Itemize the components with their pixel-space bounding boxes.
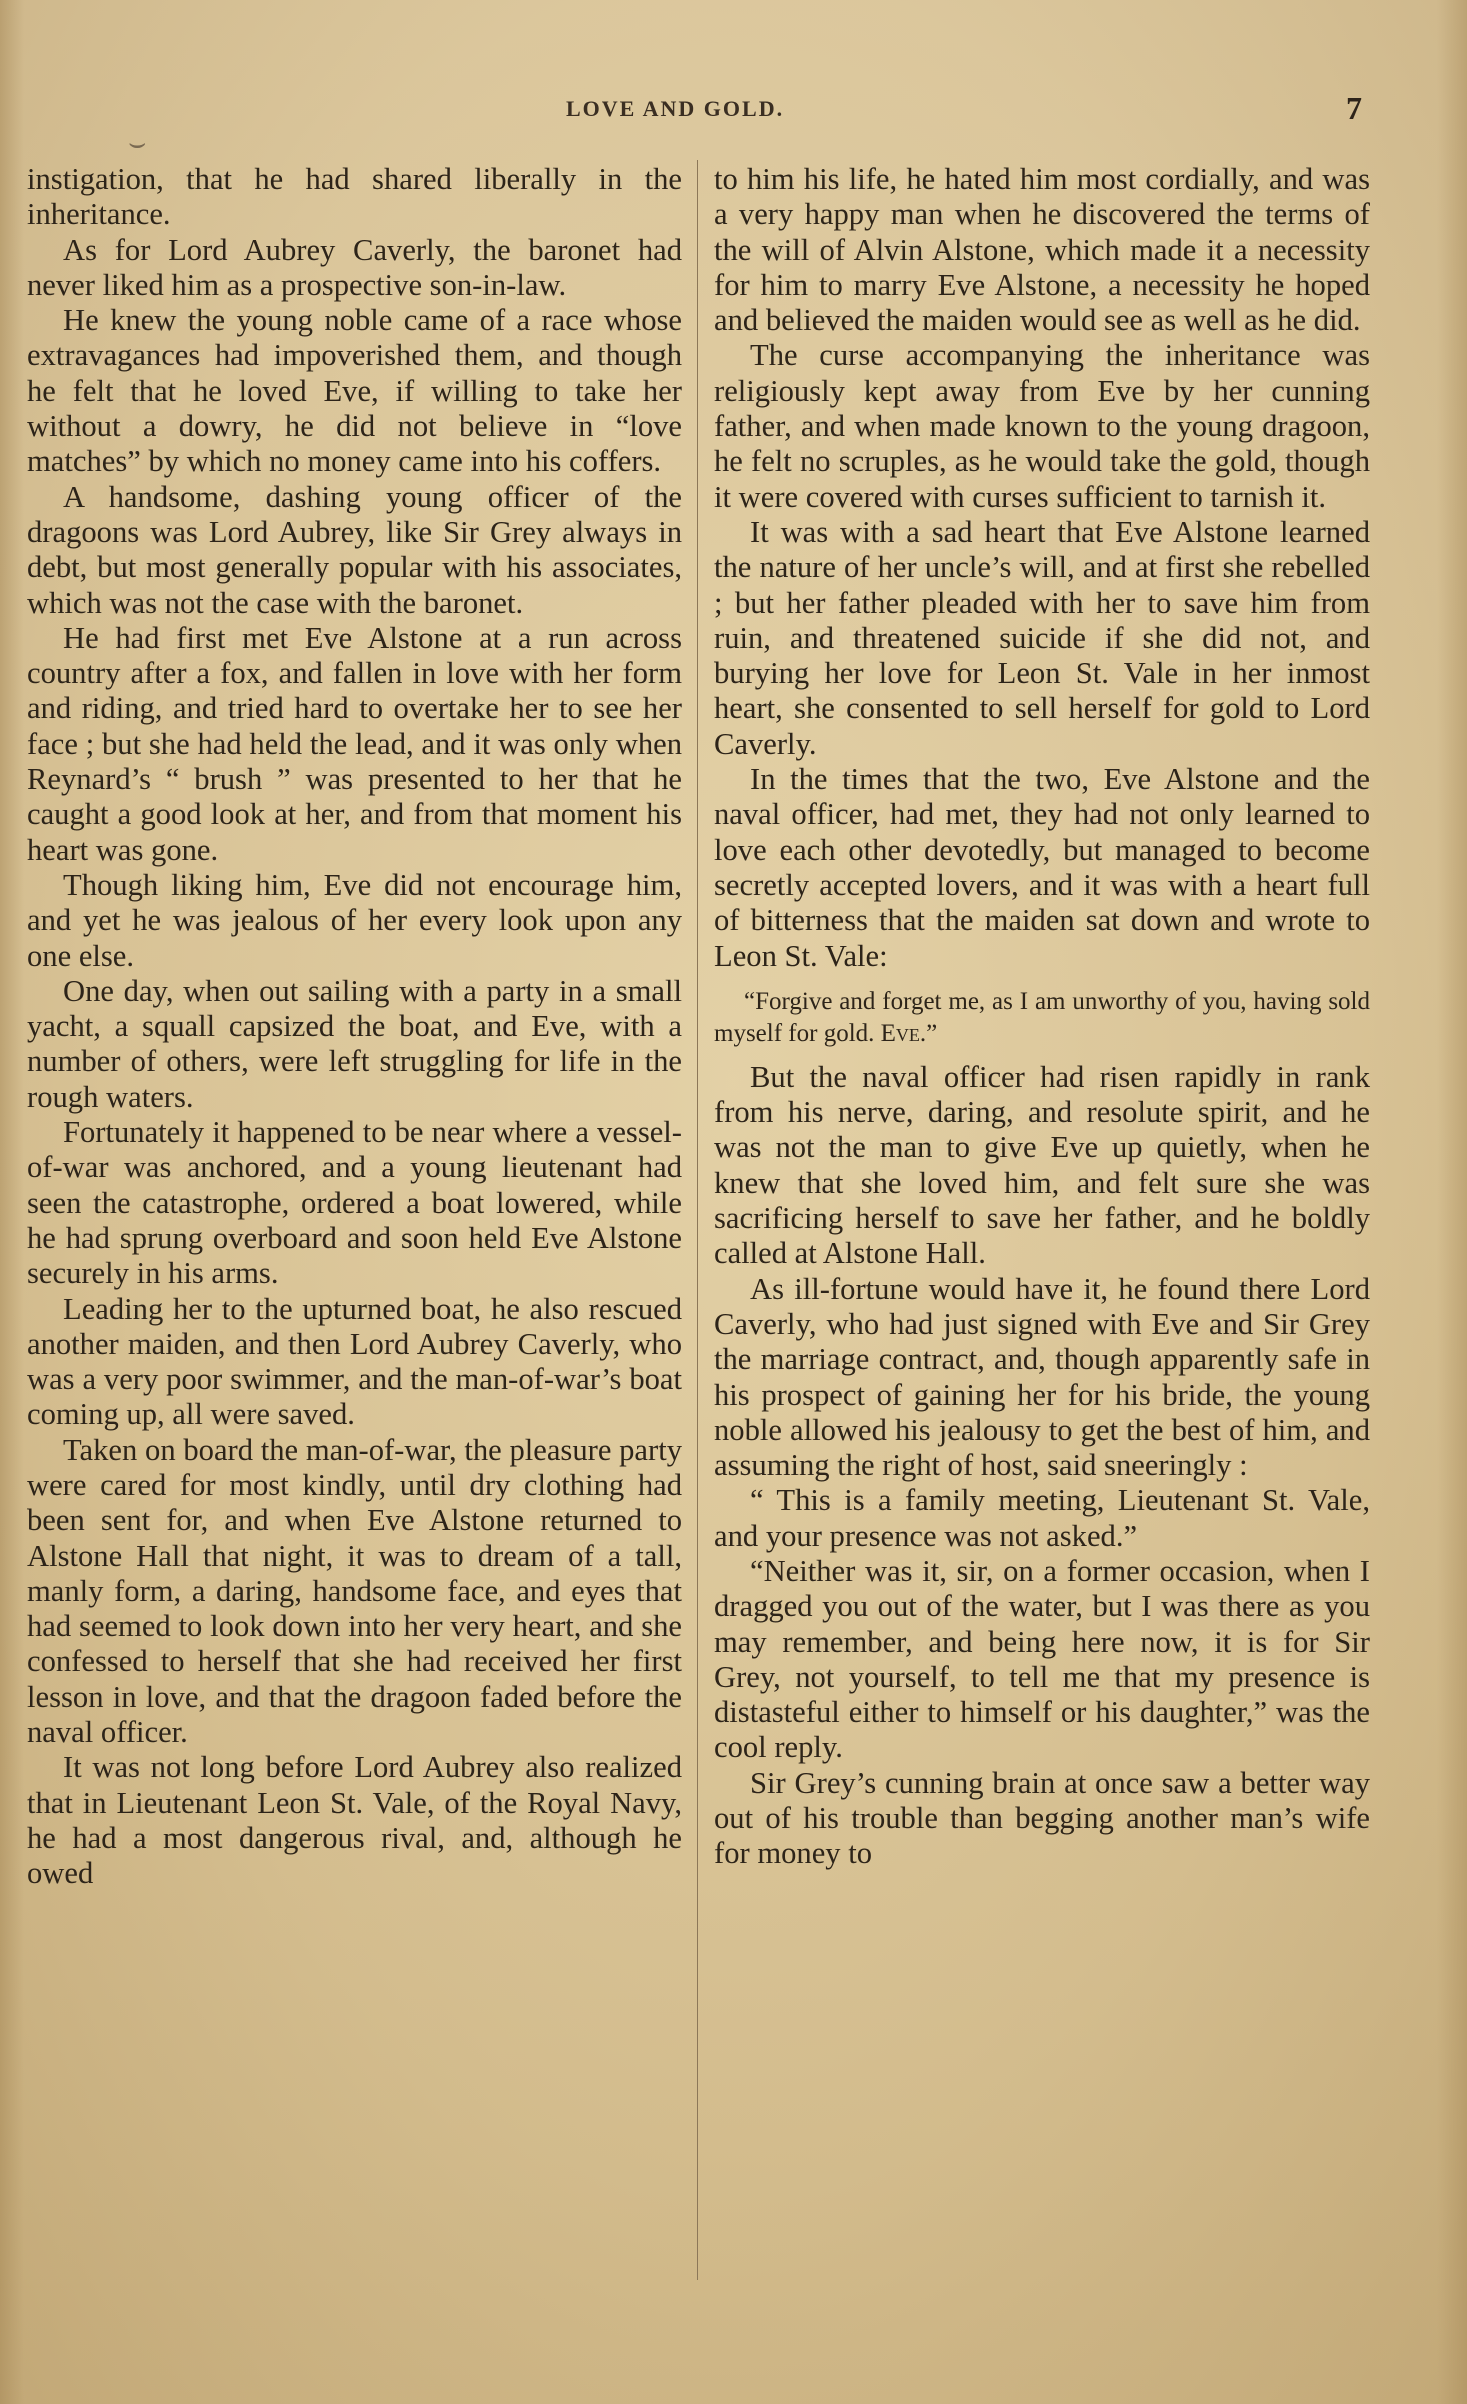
page-number: 7 [1346, 90, 1362, 126]
running-head: LOVE AND GOLD. [566, 96, 785, 121]
paragraph: He had first met Eve Alstone at a run across country after a fox, and fallen in love with her form and riding, and tried hard to overtake her to see her face ; but she had held the lead, and it was only when Reynard’s “ brush ” was presented to her that he caught a good look at her, and from that moment his heart was gone. [27, 620, 682, 867]
paragraph: instigation, that he had shared liberally in the inheritance. [27, 162, 682, 232]
paragraph: “ This is a family meeting, Lieutenant St. Vale, and your presence was not asked.” [714, 1483, 1370, 1553]
paragraph: to him his life, he hated him most cordially, and was a very happy man when he discovered the terms of the will of Alvin Alstone, which made it a necessity for him to marry Eve Alstone, a necessity he hoped and believed the maiden would see as well as he did. [714, 162, 1370, 338]
letter-quote: “Forgive and forget me, as I am unworthy of you, having sold myself for gold. Eve.” [714, 987, 1370, 1047]
paragraph: He knew the young noble came of a race whose extravagances had impoverished them, and though he felt that he loved Eve, if willing to take her without a dowry, he did not believe in “love matches” by which no money came into his coffers. [27, 303, 682, 479]
paragraph: One day, when out sailing with a party in a small yacht, a squall capsized the boat, and Eve, with a number of others, were left struggling for life in the rough waters. [27, 973, 682, 1114]
left-column [27, 162, 682, 1892]
paragraph: Fortunately it happened to be near where a vessel-of-war was anchored, and a young lieutenant had seen the catastrophe, ordered a boat lowered, while he had sprung overboard and soon held Eve Alstone securely in his arms. [27, 1115, 682, 1291]
column-divider [697, 160, 698, 2280]
page-edge-shadow-left [0, 0, 24, 2404]
paragraph: A handsome, dashing young officer of the dragoons was Lord Aubrey, like Sir Grey always in debt, but most generally popular with his associates, which was not the case with the baronet. [27, 479, 682, 620]
paragraph: As for Lord Aubrey Caverly, the baronet had never liked him as a prospective son-in-law. [27, 232, 682, 302]
paragraph: But the naval officer had risen rapidly in rank from his nerve, daring, and resolute spirit, and he was not the man to give Eve up quietly, when he knew that she loved him, and felt sure she was sacrificing herself to save her father, and he boldly called at Alstone Hall. [714, 1059, 1370, 1271]
letter-text: “Forgive and forget me, as I am unworthy of you, having sold myself for gold. [714, 987, 1370, 1047]
ink-mark-icon: ⌣ [128, 126, 147, 159]
paragraph: It was with a sad heart that Eve Alstone learned the nature of her uncle’s will, and at first she rebelled ; but her father pleaded with her to save him from ruin, and threatened suicide if she did not, and burying her love for Leon St. Vale in her inmost heart, she consented to sell herself for gold to Lord Caverly. [714, 514, 1370, 761]
paragraph: In the times that the two, Eve Alstone and the naval officer, had met, they had not only learned to love each other devotedly, but managed to become secretly accepted lovers, and it was with a heart full of bitterness that the maiden sat down and wrote to Leon St. Vale: [714, 762, 1370, 973]
letter-signature: Eve. [880, 1019, 927, 1047]
page-edge-shadow-right [1437, 0, 1467, 2404]
paragraph: “Neither was it, sir, on a former occasion, when I dragged you out of the water, but I was there as you may remember, and being here now, it is for Sir Grey, not yourself, to tell me that my presence is distasteful either to himself or his daughter,” was the cool reply. [714, 1553, 1370, 1765]
paragraph: Though liking him, Eve did not encourage him, and yet he was jealous of her every look upon any one else. [27, 867, 682, 973]
paragraph: It was not long before Lord Aubrey also realized that in Lieutenant Leon St. Vale, of the Royal Navy, he had a most dangerous rival, and, although he owed [27, 1750, 682, 1891]
paragraph: Leading her to the upturned boat, he also rescued another maiden, and then Lord Aubrey Caverly, who was a very poor swimmer, and the man-of-war’s boat coming up, all were saved. [27, 1291, 682, 1432]
paragraph: Taken on board the man-of-war, the pleasure party were cared for most kindly, until dry clothing had been sent for, and when Eve Alstone returned to Alstone Hall that night, it was to dream of a tall, manly form, a daring, handsome face, and eyes that had seemed to look down into her very heart, and she confessed to herself that she had received her first lesson in love, and that the dragoon faded before the naval officer. [27, 1432, 682, 1750]
paragraph: As ill-fortune would have it, he found there Lord Caverly, who had just signed with Eve and Sir Grey the marriage contract, and, though apparently safe in his prospect of gaining her for his bride, the young noble allowed his jealousy to get the best of him, and assuming the right of host, said sneeringly : [714, 1271, 1370, 1483]
paragraph: The curse accompanying the inheritance was religiously kept away from Eve by her cunning father, and when made known to the young dragoon, he felt no scruples, as he would take the gold, though it were covered with curses sufficient to tarnish it. [714, 338, 1370, 514]
paragraph: Sir Grey’s cunning brain at once saw a better way out of his trouble than begging another man’s wife for money to [714, 1765, 1370, 1871]
right-column [714, 162, 1370, 1872]
